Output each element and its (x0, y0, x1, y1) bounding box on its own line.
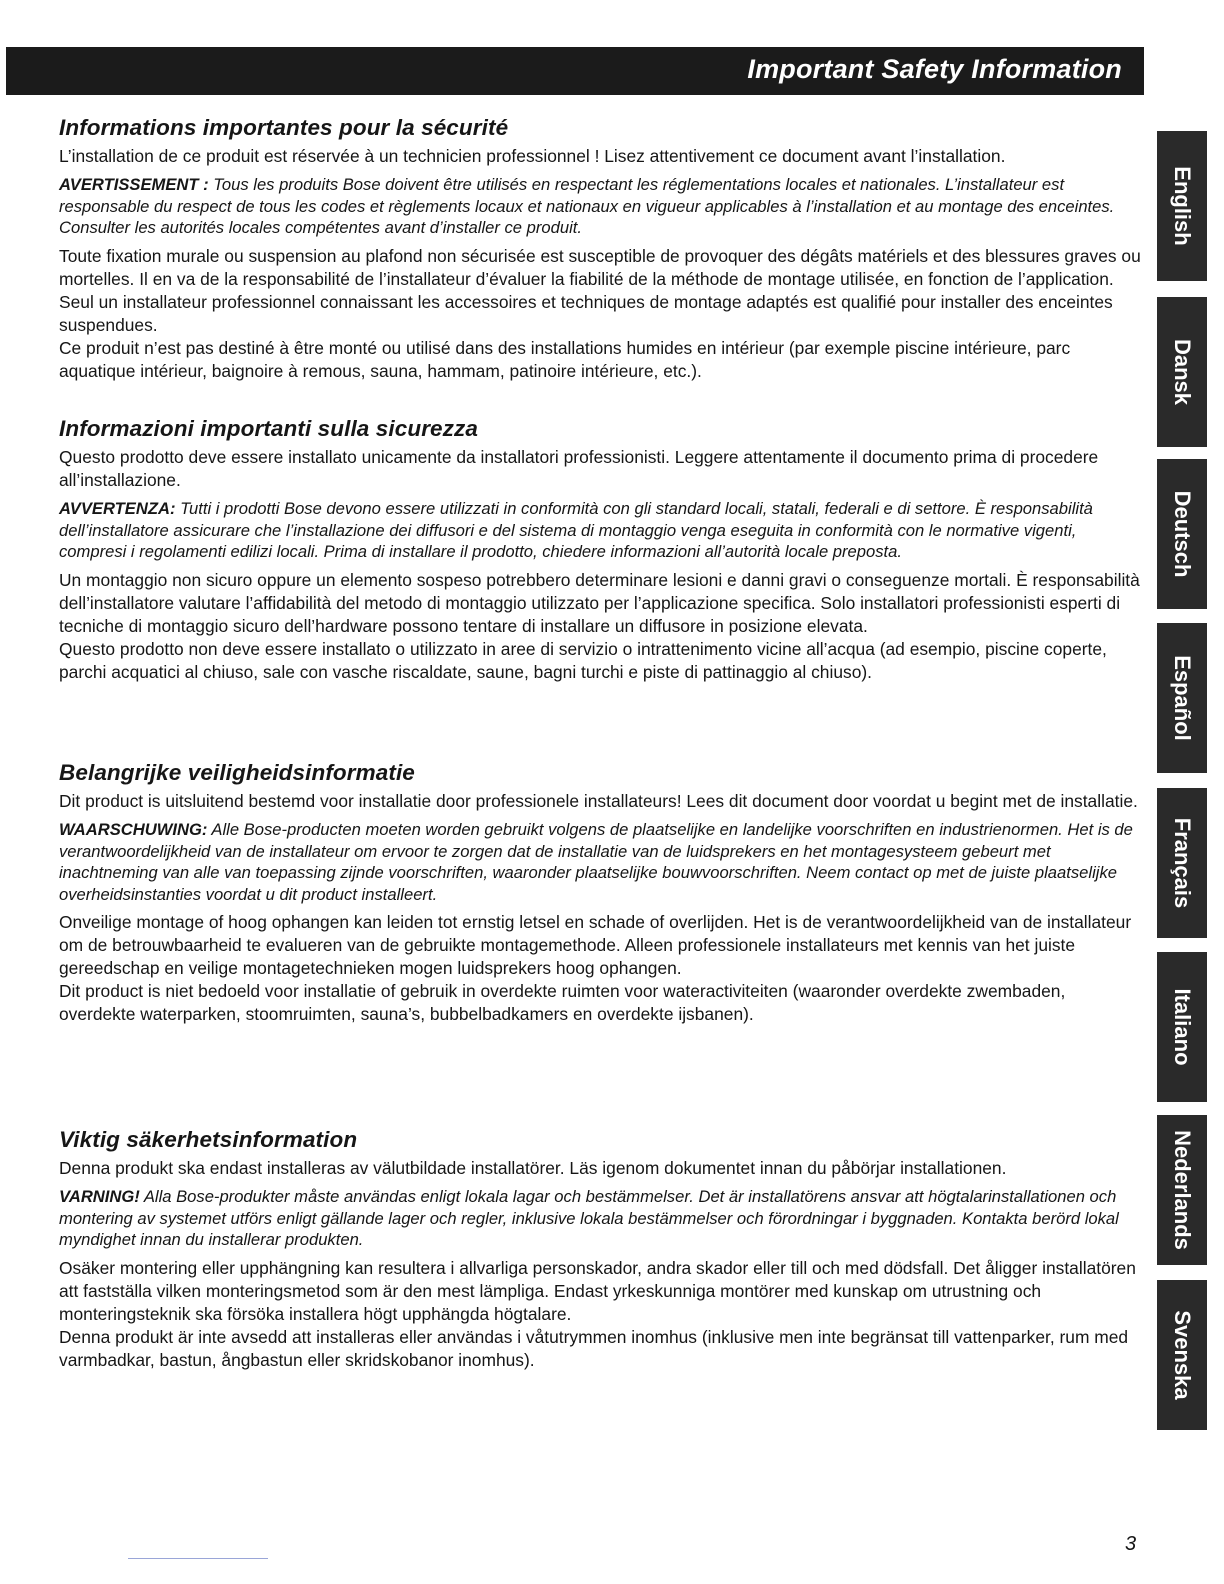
section-body: Un montaggio non sicuro oppure un elemento sospeso potrebbero determinare lesioni e danni gravi o conseguenze mortali. È responsabilità dell’installatore valutare l’affidabilità del metodo di montaggio utilizzato per l’applicazione specifica. Solo installatori professionisti esperti di tecniche di montaggio sicuro dell’hardware possono tentare di installare un diffusore in posizione elevata. (59, 569, 1140, 636)
language-tab-svenska[interactable] (1157, 1280, 1207, 1430)
section-heading: Informazioni importanti sulla sicurezza (59, 416, 478, 441)
warning-paragraph (59, 1186, 1141, 1251)
language-tab-nederlands[interactable] (1157, 1115, 1207, 1265)
footer-rule (128, 1558, 268, 1559)
language-tab-english[interactable] (1157, 131, 1207, 281)
warning-text: Tous les produits Bose doivent être utilisés en respectant les réglementations locales et nationales. L’installateur est responsable du respect de tous les codes et règlements locaux et nationaux en vigueur applicables à l’installation et au montage des enceintes. Consulter les autorités locales compétentes avant d’installer ce produit. (59, 175, 1115, 237)
section-intro: Denna produkt ska endast installeras av välutbildade installatörer. Läs igenom dokumentet innan du påbörjar installationen. (59, 1158, 1007, 1178)
section-italian (59, 415, 1141, 684)
section-swedish (59, 1126, 1141, 1372)
language-tab-label: English (1170, 166, 1195, 246)
header-bar (6, 47, 1144, 95)
section-body: Questo prodotto non deve essere installato o utilizzato in aree di servizio o intrattenimento vicine all’acqua (ad esempio, piscine coperte, parchi acquatici al chiuso, sale con vasche riscaldate, saune, bagni turchi e piste di pattinaggio al chiuso). (59, 638, 1107, 682)
section-intro: L’installation de ce produit est réservée à un technicien professionnel ! Lisez attentivement ce document avant l’installation. (59, 146, 1006, 166)
warning-text: Alle Bose-producten moeten worden gebruikt volgens de plaatselijke en landelijke voorschriften en industrienormen. Het is de verantwoordelijkheid van de installateur om ervoor te zorgen dat de installatie van de luidsprekers en het montagesysteem gebeurt met inachtneming van alle van toepassing zijnde voorschriften, waaronder plaatselijke bouwvoorschriften. Neem contact op met de juiste plaatselijke overheidsinstanties voordat u dit product installeert. (59, 820, 1133, 904)
language-tab-label: Deutsch (1170, 490, 1195, 578)
section-dutch (59, 759, 1141, 1026)
section-body: Onveilige montage of hoog ophangen kan leiden tot ernstig letsel en schade of overlijden. Het is de verantwoordelijkheid van de installateur om de betrouwbaarheid te evalueren van de gebruikte montagemethode. Alleen professionele installateurs met kennis van het juiste gereedschap en veilige montagetechnieken mogen luidsprekers hoog ophangen. (59, 912, 1132, 978)
warning-label: WAARSCHUWING: (59, 820, 208, 839)
warning-paragraph (59, 819, 1141, 905)
warning-text: Tutti i prodotti Bose devono essere utilizzati in conformità con gli standard locali, statali, federali e di settore. È responsabilità dell’installatore assicurare che l’installazione dei diffusori e del sistema di montaggio venga eseguita in conformità con le normative vigenti, compresi i regolamenti edilizi locali. Prima di installare il prodotto, chiedere informazioni all’autorità locale preposta. (59, 499, 1093, 561)
section-heading: Viktig säkerhetsinformation (59, 1127, 358, 1152)
page-number: 3 (1125, 1533, 1137, 1555)
section-heading: Informations importantes pour la sécurité (59, 115, 509, 140)
language-tab-label: Dansk (1170, 338, 1195, 406)
language-tab-francais[interactable] (1157, 788, 1207, 938)
warning-label: AVERTISSEMENT : (59, 175, 209, 194)
section-body: Dit product is niet bedoeld voor installatie of gebruik in overdekte ruimten voor wateractiviteiten (waaronder overdekte zwembaden, overdekte waterparken, stoomruimten, sauna’s, bubbelbadkamers en overdekte ijsbanen). (59, 981, 1066, 1024)
section-french (59, 114, 1141, 383)
language-tab-deutsch[interactable] (1157, 459, 1207, 609)
section-heading: Belangrijke veiligheidsinformatie (59, 760, 415, 785)
section-body: Denna produkt är inte avsedd att installeras eller användas i våtutrymmen inomhus (inklusive men inte begränsat till vattenparker, rum med varmbadkar, bastun, ångbastun eller skridskobanor inomhus). (59, 1326, 1129, 1370)
page-title: Important Safety Information (747, 54, 1122, 84)
section-intro: Questo prodotto deve essere installato unicamente da installatori professionisti. Leggere attentamente il documento prima di procedere all’installazione. (59, 447, 1099, 490)
language-tab-label: Español (1170, 655, 1195, 741)
language-tab-label: Svenska (1170, 1310, 1195, 1400)
warning-paragraph (59, 498, 1141, 563)
section-body: Toute fixation murale ou suspension au plafond non sécurisée est susceptible de provoquer des dégâts matériels et des blessures graves ou mortelles. Il en va de la responsabilité de l’installateur d’évaluer la fiabilité de la méthode de montage utilisée, en fonction de l’application. Seul un installateur professionnel connaissant les accessoires et techniques de montage adaptés est qualifié pour installer des enceintes suspendues. (59, 245, 1141, 335)
language-tab-espanol[interactable] (1157, 623, 1207, 773)
language-tab-dansk[interactable] (1157, 297, 1207, 447)
language-tab-italiano[interactable] (1157, 952, 1207, 1102)
section-intro: Dit product is uitsluitend bestemd voor installatie door professionele installateurs! Lees dit document door voordat u begint met de installatie. (59, 791, 1138, 811)
warning-text: Alla Bose-produkter måste användas enligt lokala lagar och bestämmelser. Det är installatörens ansvar att högtalarinstallationen och montering av systemet utförs enligt gällande lager och regler, inklusive lokala bestämmelser och förordningar i byggnaden. Kontakta berörd lokal myndighet innan du installerar produkten. (59, 1187, 1119, 1249)
language-tab-label: Français (1170, 817, 1195, 909)
warning-label: VARNING! (59, 1187, 140, 1206)
language-tab-label: Italiano (1170, 988, 1195, 1066)
section-body: Ce produit n’est pas destiné à être monté ou utilisé dans des installations humides en intérieur (par exemple piscine intérieure, parc aquatique intérieur, baignoire à remous, sauna, hammam, patinoire intérieure, etc.). (59, 337, 1071, 381)
language-tab-label: Nederlands (1170, 1130, 1195, 1250)
warning-label: AVVERTENZA: (59, 499, 176, 518)
section-body: Osäker montering eller upphängning kan resultera i allvarliga personskador, andra skador eller till och med dödsfall. Det åligger installatören att fastställa vilken monteringsmetod som är den mest lämpliga. Endast yrkeskunniga montörer med kunskap om utrustning och monteringsteknik ska försöka installera högt upphängda högtalare. (59, 1257, 1136, 1324)
warning-paragraph (59, 174, 1141, 239)
